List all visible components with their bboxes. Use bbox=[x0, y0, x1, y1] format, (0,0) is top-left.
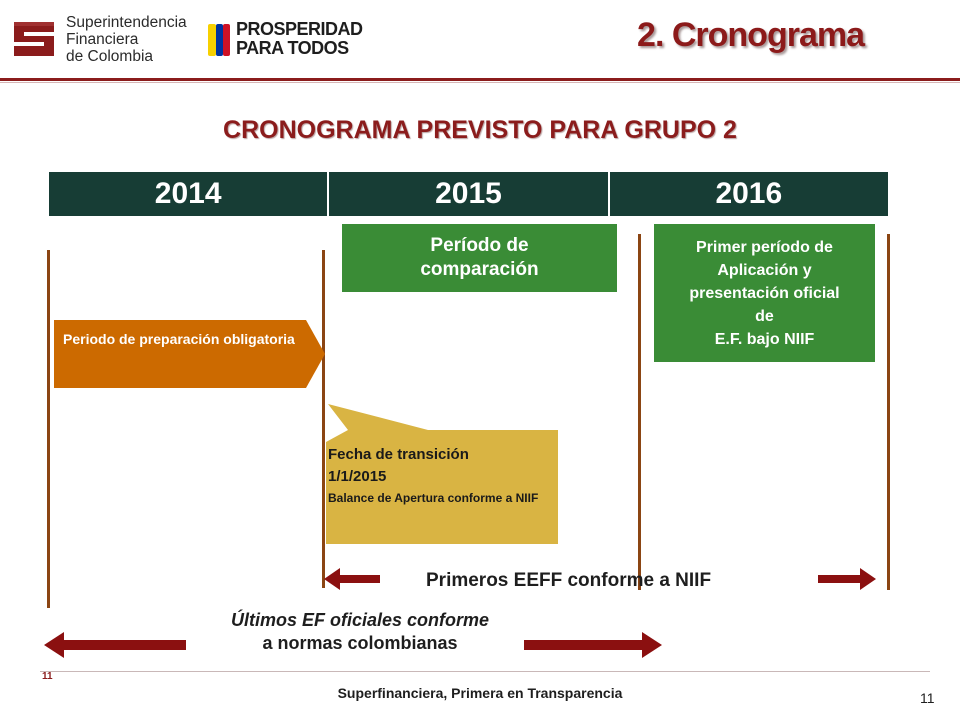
application-line-4: de bbox=[755, 307, 774, 325]
campaign-line-2: PARA TODOS bbox=[236, 38, 349, 58]
timeline-line-2016-start bbox=[638, 234, 641, 590]
comparison-line-2: comparación bbox=[420, 259, 539, 280]
left-arrow-icon bbox=[44, 632, 188, 658]
application-period-box bbox=[654, 224, 875, 362]
comparison-line-1: Período de bbox=[430, 235, 529, 256]
org-name-line-3: de Colombia bbox=[66, 48, 154, 65]
org-name-line-1: Superintendencia bbox=[66, 14, 187, 31]
timeline-line-2014-start bbox=[47, 250, 50, 608]
application-line-3: presentación oficial bbox=[689, 284, 840, 302]
application-line-5: E.F. bajo NIIF bbox=[714, 330, 815, 348]
year-bar bbox=[49, 172, 888, 216]
header-divider bbox=[0, 78, 960, 81]
transition-description: Balance de Apertura conforme a NIIF bbox=[328, 491, 539, 505]
transition-title: Fecha de transición bbox=[328, 446, 469, 463]
comparison-period-box bbox=[342, 224, 617, 292]
transition-date: 1/1/2015 bbox=[328, 468, 387, 485]
last-colombian-statements-label bbox=[200, 609, 520, 655]
org-name bbox=[66, 14, 187, 65]
colombia-flag-icon bbox=[206, 22, 232, 58]
org-name-line-2: Financiera bbox=[66, 31, 139, 48]
application-line-2: Aplicación y bbox=[717, 261, 812, 279]
page-number: 11 bbox=[920, 690, 935, 706]
page-subtitle: CRONOGRAMA PREVISTO PARA GRUPO 2 bbox=[223, 116, 737, 144]
footer-tagline: Superfinanciera, Primera en Transparencia bbox=[337, 685, 623, 701]
right-arrow-icon bbox=[818, 568, 878, 590]
slide-title: 2. Cronograma bbox=[637, 16, 864, 54]
year-2014: 2014 bbox=[154, 177, 222, 210]
left-arrow-icon bbox=[324, 568, 382, 590]
first-niif-statements-label: Primeros EEFF conforme a NIIF bbox=[426, 570, 712, 591]
footer-slide-number-small: 11 bbox=[42, 671, 53, 682]
last-statements-line-1: Últimos EF oficiales conforme bbox=[230, 610, 490, 630]
year-2015: 2015 bbox=[327, 172, 607, 216]
campaign-logo-text bbox=[236, 20, 363, 58]
superfinanciera-logo bbox=[8, 14, 60, 64]
footer-divider bbox=[40, 671, 930, 672]
year-2016: 2016 bbox=[608, 172, 888, 216]
preparation-period-label: Periodo de preparación obligatoria bbox=[63, 331, 295, 347]
application-line-1: Primer período de bbox=[696, 238, 833, 256]
header-divider-shadow bbox=[0, 82, 960, 83]
transition-text bbox=[328, 444, 556, 508]
campaign-line-1: PROSPERIDAD bbox=[236, 19, 363, 39]
timeline-line-2016-end bbox=[887, 234, 890, 590]
right-arrow-icon bbox=[524, 632, 664, 658]
last-statements-line-2: a normas colombianas bbox=[262, 633, 458, 653]
